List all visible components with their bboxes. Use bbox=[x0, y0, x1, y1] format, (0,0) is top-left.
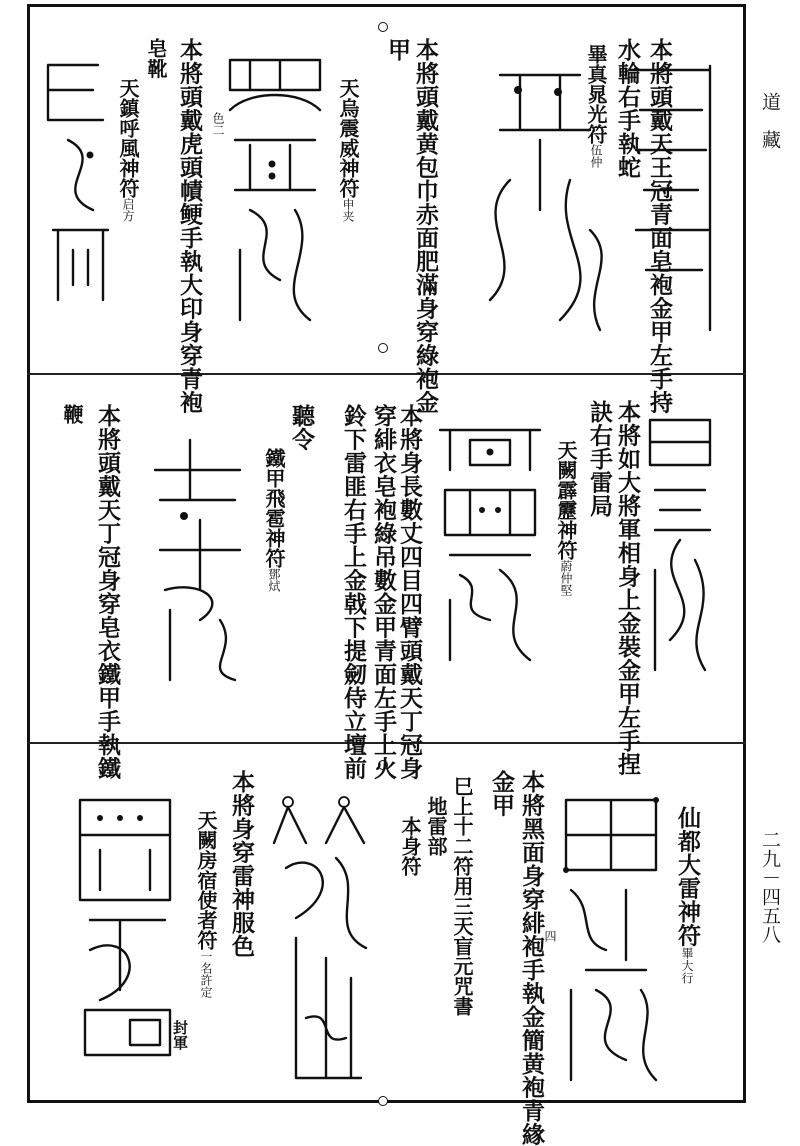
panel3-text-4: 巳上十二符用三天盲元咒書 bbox=[450, 776, 474, 1016]
talisman-title-tian-zhen: 天鎮呼風神符启方 bbox=[116, 78, 140, 222]
panel3-text-6: 本身符 bbox=[398, 816, 422, 876]
talisman-title-tian-wu: 天烏震威神符申夹 bbox=[336, 78, 360, 222]
talisman-seal-xian-du bbox=[556, 790, 666, 1090]
talisman-seal-bi-zhen bbox=[440, 30, 720, 350]
panel2-text-3: 本將身長數丈四目四臂頭戴天丁冠身 bbox=[396, 404, 423, 780]
talisman-seal-tian-wu bbox=[220, 50, 330, 330]
talisman-seal-pi-li bbox=[640, 410, 720, 680]
talisman-title-tie-jia: 鐵甲飛雹神符鄧烒 bbox=[262, 448, 286, 592]
panel3-text-7: 本將身穿雷神服色 bbox=[228, 770, 255, 958]
panel2-text-5: 鈴下雷匪右手上金戟下提劒侍立壇前 bbox=[340, 404, 367, 780]
talisman-seal-lei-shen bbox=[266, 788, 376, 1088]
page-number: 二九－四五八 bbox=[759, 830, 781, 944]
panel3-text-3: 金甲 bbox=[488, 770, 515, 817]
talisman-title-tian-que-pi-li: 天闕霹靂神符蔚仲堅 bbox=[554, 440, 578, 596]
panel3-text-1: 仙都大雷神符畢大行 bbox=[674, 806, 701, 985]
book-title: 道 藏 bbox=[759, 92, 781, 149]
binding-hole bbox=[378, 22, 388, 32]
binding-hole bbox=[378, 1096, 388, 1106]
panel1-text-3: 本將頭戴黄包巾赤面肥滿身穿綠袍金 bbox=[412, 38, 439, 414]
talisman-seal-tie-jia bbox=[430, 420, 550, 670]
panel2-text-2: 訣右手雷局 bbox=[586, 400, 613, 518]
talisman-title-fang-su: 天闕房宿使者符一名許定 bbox=[194, 810, 218, 998]
talisman-seal-fang-su bbox=[70, 790, 180, 1060]
panel3-text-5: 地雷部 bbox=[424, 796, 448, 856]
panel3-text-8: 封軍 bbox=[171, 1020, 189, 1050]
binding-hole bbox=[378, 343, 388, 353]
panel2-text-6: 聽令 bbox=[288, 404, 315, 451]
panel2-text-1: 本將如大將軍相身上金裝金甲左手捏 bbox=[614, 400, 641, 776]
panel3-text-2: 本將黑面身穿緋袍手執金簡黄袍青緣 bbox=[518, 770, 545, 1146]
talisman-seal-tian-zhen bbox=[38, 60, 118, 310]
panel1-marker: 色二 bbox=[211, 112, 225, 136]
panel2-text-8: 鞭 bbox=[60, 404, 84, 425]
panel1-text-1: 本將頭戴天王冠青面皂袍金甲左手持 bbox=[646, 38, 673, 414]
talisman-seal-tian-ding bbox=[140, 430, 250, 680]
talisman-title-bi-zhen: 畢真晁光符伍仲 bbox=[584, 44, 608, 168]
panel-divider-1 bbox=[27, 373, 746, 375]
panel1-text-4: 甲 bbox=[384, 38, 411, 62]
panel2-text-4: 穿緋衣皂袍綠吊數金甲青面左手上火 bbox=[370, 404, 397, 780]
panel3-marker: 四 bbox=[543, 930, 557, 942]
panel2-text-7: 本將頭戴天丁冠身穿皂衣鐵甲手執鐵 bbox=[94, 404, 121, 780]
panel1-text-5: 本將頭戴虎頭幘鲠手執大印身穿青袍 bbox=[176, 38, 203, 414]
panel1-text-6: 皂靴 bbox=[144, 38, 168, 79]
panel1-text-2: 水輪右手執蛇 bbox=[614, 38, 641, 179]
